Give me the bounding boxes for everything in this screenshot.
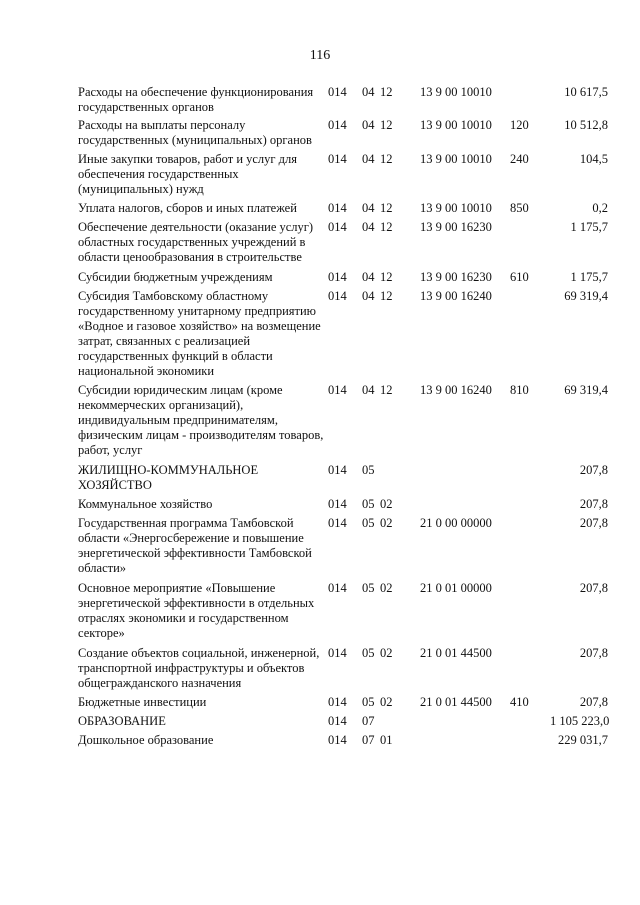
section-code: 07 bbox=[362, 733, 375, 747]
admin-code: 014 bbox=[328, 733, 347, 747]
table-row bbox=[78, 463, 608, 493]
table-row bbox=[78, 581, 608, 641]
section-code: 05 bbox=[362, 581, 375, 595]
row-name: Расходы на выплаты персоналу государственных (муниципальных) органов bbox=[78, 118, 312, 147]
section-code: 04 bbox=[362, 201, 375, 215]
row-name: Субсидии юридическим лицам (кроме некоммерческих организаций), индивидуальным предпринимателям, физическим лицам - производителям товаров, работ, услуг bbox=[78, 383, 324, 457]
amount: 0,2 bbox=[592, 201, 608, 215]
section-code: 05 bbox=[362, 516, 375, 530]
subsection-code: 01 bbox=[380, 733, 393, 747]
expense-type-code: 610 bbox=[510, 270, 529, 284]
subsection-code: 02 bbox=[380, 646, 393, 660]
table-row bbox=[78, 118, 608, 148]
expense-type-code: 410 bbox=[510, 695, 529, 709]
expense-type-code: 240 bbox=[510, 152, 529, 166]
table-row bbox=[78, 733, 608, 748]
expense-type-code: 810 bbox=[510, 383, 529, 397]
subsection-code: 12 bbox=[380, 270, 393, 284]
admin-code: 014 bbox=[328, 516, 347, 530]
admin-code: 014 bbox=[328, 714, 347, 728]
row-name: Субсидии бюджетным учреждениям bbox=[78, 270, 273, 284]
section-code: 04 bbox=[362, 118, 375, 132]
expense-type-code: 850 bbox=[510, 201, 529, 215]
row-name: Дошкольное образование bbox=[78, 733, 214, 747]
amount: 207,8 bbox=[579, 581, 608, 595]
row-name: Коммунальное хозяйство bbox=[78, 497, 213, 511]
section-code: 04 bbox=[362, 85, 375, 99]
target-code: 13 9 00 10010 bbox=[420, 118, 492, 132]
target-code: 13 9 00 16240 bbox=[420, 289, 492, 303]
section-code: 04 bbox=[362, 383, 375, 397]
admin-code: 014 bbox=[328, 383, 347, 397]
admin-code: 014 bbox=[328, 497, 347, 511]
target-code: 13 9 00 16230 bbox=[420, 270, 492, 284]
admin-code: 014 bbox=[328, 270, 347, 284]
amount: 1 175,7 bbox=[570, 220, 608, 234]
amount: 207,8 bbox=[579, 516, 608, 530]
table-row bbox=[78, 695, 608, 710]
table-row bbox=[78, 646, 608, 691]
target-code: 13 9 00 10010 bbox=[420, 85, 492, 99]
subsection-code: 12 bbox=[380, 201, 393, 215]
row-name: ЖИЛИЩНО-КОММУНАЛЬНОЕ ХОЗЯЙСТВО bbox=[78, 463, 259, 492]
row-name: Уплата налогов, сборов и иных платежей bbox=[78, 201, 297, 215]
section-code: 04 bbox=[362, 270, 375, 284]
amount: 229 031,7 bbox=[558, 733, 608, 747]
table-row bbox=[78, 85, 608, 115]
table-row bbox=[78, 516, 608, 576]
row-name: Расходы на обеспечение функционирования государственных органов bbox=[78, 85, 314, 114]
admin-code: 014 bbox=[328, 118, 347, 132]
target-code: 21 0 01 44500 bbox=[420, 695, 492, 709]
target-code: 21 0 01 00000 bbox=[420, 581, 492, 595]
admin-code: 014 bbox=[328, 581, 347, 595]
page-number: 116 bbox=[309, 48, 331, 63]
table-row bbox=[78, 383, 608, 458]
row-name: Создание объектов социальной, инженерной, транспортной инфраструктуры и объектов общегражданского назначения bbox=[78, 646, 320, 690]
subsection-code: 02 bbox=[380, 581, 393, 595]
expense-type-code: 120 bbox=[510, 118, 529, 132]
target-code: 13 9 00 10010 bbox=[420, 201, 492, 215]
amount: 207,8 bbox=[579, 497, 608, 511]
table-row bbox=[78, 152, 608, 197]
amount: 1 175,7 bbox=[570, 270, 608, 284]
admin-code: 014 bbox=[328, 463, 347, 477]
subsection-code: 12 bbox=[380, 152, 393, 166]
admin-code: 014 bbox=[328, 85, 347, 99]
section-code: 05 bbox=[362, 646, 375, 660]
target-code: 13 9 00 16240 bbox=[420, 383, 492, 397]
table-row bbox=[78, 201, 608, 216]
subsection-code: 12 bbox=[380, 289, 393, 303]
section-code: 04 bbox=[362, 289, 375, 303]
amount: 10 617,5 bbox=[564, 85, 608, 99]
admin-code: 014 bbox=[328, 695, 347, 709]
admin-code: 014 bbox=[328, 220, 347, 234]
row-name: Государственная программа Тамбовской области «Энергосбережение и повышение энергетической эффективности Тамбовской области» bbox=[78, 516, 312, 575]
amount: 207,8 bbox=[579, 695, 608, 709]
table-row bbox=[78, 270, 608, 285]
table-row bbox=[78, 289, 608, 379]
subsection-code: 02 bbox=[380, 497, 393, 511]
target-code: 21 0 01 44500 bbox=[420, 646, 492, 660]
subsection-code: 12 bbox=[380, 85, 393, 99]
row-name: Обеспечение деятельности (оказание услуг) областных государственных учреждений в области ценообразования в строительстве bbox=[78, 220, 314, 264]
target-code: 13 9 00 16230 bbox=[420, 220, 492, 234]
subsection-code: 12 bbox=[380, 383, 393, 397]
row-name: ОБРАЗОВАНИЕ bbox=[78, 714, 166, 728]
section-code: 05 bbox=[362, 463, 375, 477]
amount: 69 319,4 bbox=[564, 383, 608, 397]
amount: 10 512,8 bbox=[564, 118, 608, 132]
admin-code: 014 bbox=[328, 201, 347, 215]
subsection-code: 12 bbox=[380, 118, 393, 132]
subsection-code: 02 bbox=[380, 516, 393, 530]
section-code: 05 bbox=[362, 497, 375, 511]
row-name: Субсидия Тамбовскому областному государственному унитарному предприятию «Водное и газовое хозяйство» на возмещение затрат, связанных с реализацией государственных функций в области национальной экономики bbox=[78, 289, 321, 378]
row-name: Иные закупки товаров, работ и услуг для обеспечения государственных (муниципальных) нужд bbox=[78, 152, 298, 196]
budget-table bbox=[78, 85, 608, 748]
subsection-code: 02 bbox=[380, 695, 393, 709]
target-code: 13 9 00 10010 bbox=[420, 152, 492, 166]
amount: 104,5 bbox=[579, 152, 608, 166]
amount: 1 105 223,0 bbox=[550, 714, 610, 728]
amount: 207,8 bbox=[579, 646, 608, 660]
admin-code: 014 bbox=[328, 289, 347, 303]
row-name: Основное мероприятие «Повышение энергетической эффективности в отдельных отраслях экономики и государственном секторе» bbox=[78, 581, 315, 640]
table-row bbox=[78, 714, 608, 729]
target-code: 21 0 00 00000 bbox=[420, 516, 492, 530]
section-code: 04 bbox=[362, 152, 375, 166]
subsection-code: 12 bbox=[380, 220, 393, 234]
section-code: 07 bbox=[362, 714, 375, 728]
section-code: 05 bbox=[362, 695, 375, 709]
section-code: 04 bbox=[362, 220, 375, 234]
row-name: Бюджетные инвестиции bbox=[78, 695, 207, 709]
admin-code: 014 bbox=[328, 152, 347, 166]
table-row bbox=[78, 497, 608, 512]
amount: 207,8 bbox=[579, 463, 608, 477]
amount: 69 319,4 bbox=[564, 289, 608, 303]
admin-code: 014 bbox=[328, 646, 347, 660]
table-row bbox=[78, 220, 608, 265]
